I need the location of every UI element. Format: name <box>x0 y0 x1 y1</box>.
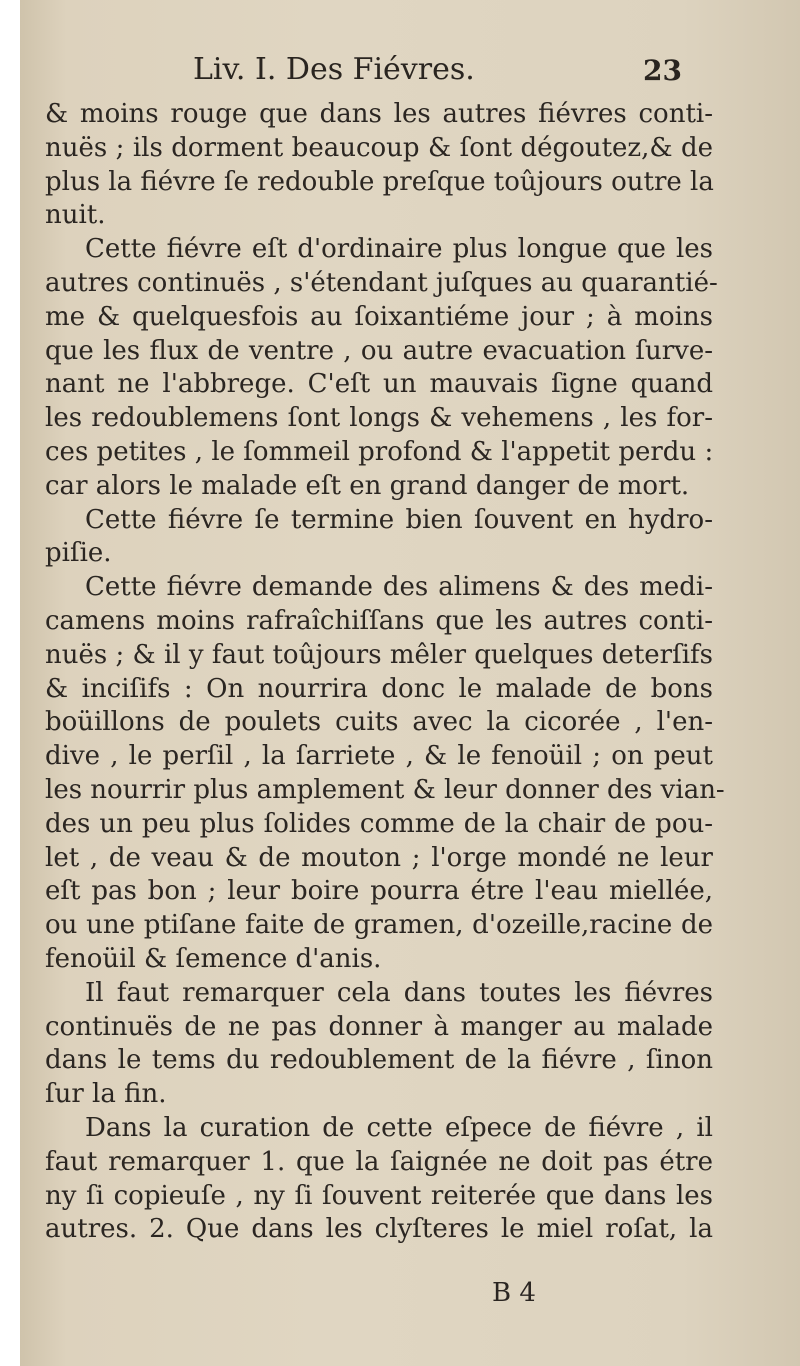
running-head-title: Liv. I. Des Fiévres. <box>193 52 475 87</box>
text-line: les redoublemens ſont longs & vehemens , les for- <box>45 403 713 434</box>
text-line: dans le tems du redoublement de la fiévre , ſinon <box>45 1045 713 1076</box>
text-line: les nourrir plus amplement & leur donner des vian- <box>45 774 725 805</box>
text-line: & inciſifs : On nourrira donc le malade de bons <box>45 673 713 704</box>
text-line: ou une ptiſane faite de gramen, d'ozeille,racine de <box>45 910 713 941</box>
text-line: Cette fiévre demande des alimens & des medi- <box>85 572 713 603</box>
text-line: nant ne l'abbrege. C'eſt un mauvais ſigne quand <box>45 369 713 400</box>
text-line: nuës ; ils dorment beaucoup & ſont dégoutez,& de <box>45 132 713 163</box>
text-line: faut remarquer 1. que la ſaignée ne doit pas étre <box>45 1146 713 1177</box>
running-head <box>193 52 713 98</box>
text-line: que les flux de ventre , ou autre evacuation ſurve- <box>45 335 713 366</box>
text-line: & moins rouge que dans les autres fiévres conti- <box>45 99 713 129</box>
text-line: continuës de ne pas donner à manger au malade <box>45 1011 713 1042</box>
text-line: fenoüil & ſemence d'anis. <box>45 943 382 974</box>
text-line: Cette fiévre eſt d'ordinaire plus longue que les <box>85 234 713 265</box>
text-line: Il faut remarquer cela dans toutes les fiévres <box>85 977 713 1008</box>
text-line: ſur la fin. <box>45 1079 167 1110</box>
text-line: ces petites , le ſommeil profond & l'appetit perdu : <box>45 436 714 467</box>
signature-mark: B 4 <box>492 1278 536 1308</box>
text-line: car alors le malade eſt en grand danger de mort. <box>45 470 690 501</box>
text-line: des un peu plus ſolides comme de la chair de pou- <box>45 808 713 839</box>
text-line: nuit. <box>45 200 106 231</box>
page-left-margin <box>0 0 20 1366</box>
text-line: autres. 2. Que dans les clyſteres le miel roſat, la <box>45 1214 713 1245</box>
text-line: camens moins rafraîchiſſans que les autres conti- <box>45 605 713 636</box>
text-line: autres continuës , s'étendant juſques au quarantié- <box>45 267 718 298</box>
text-line: piſie. <box>45 538 112 569</box>
text-line: dive , le perſil , la ſarriete , & le fenoüil ; on peut <box>45 741 713 772</box>
text-line: ny ſi copieuſe , ny ſi ſouvent reiterée que dans les <box>45 1180 713 1211</box>
body-text <box>45 98 725 1247</box>
text-line: me & quelquesfois au ſoixantiéme jour ; à moins <box>45 301 713 332</box>
text-line: let , de veau & de mouton ; l'orge mondé ne leur <box>45 842 713 873</box>
text-line: plus la fiévre ſe redouble preſque toûjours outre la <box>45 166 714 197</box>
text-line: nuës ; & il y faut toûjours mêler quelques deterſifs <box>45 639 713 670</box>
page-number: 23 <box>643 54 682 87</box>
text-line: eſt pas bon ; leur boire pourra étre l'eau miellée, <box>45 876 713 907</box>
text-line: Dans la curation de cette eſpece de fiévre , il <box>85 1112 713 1143</box>
text-line: Cette fiévre ſe termine bien ſouvent en hydro- <box>85 504 713 535</box>
text-line: boüillons de poulets cuits avec la cicorée , l'en- <box>45 707 713 738</box>
